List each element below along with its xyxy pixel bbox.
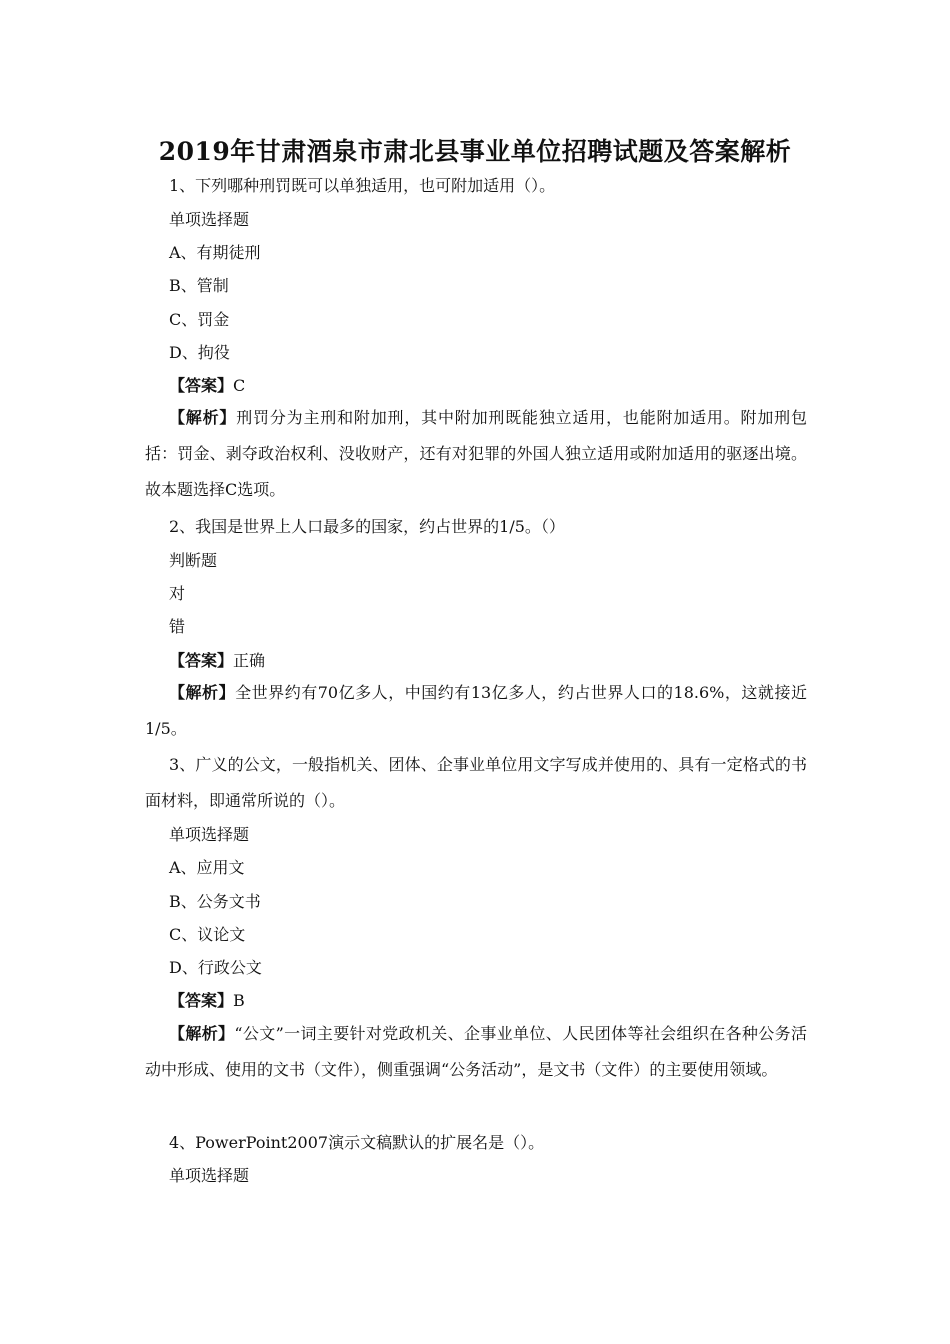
question-3-option-c: C、议论文 xyxy=(169,925,246,944)
question-3-option-b: B、公务文书 xyxy=(169,892,261,911)
question-4-type: 单项选择题 xyxy=(169,1166,250,1185)
question-3-type: 单项选择题 xyxy=(169,825,250,844)
question-3-option-d: D、行政公文 xyxy=(169,958,262,977)
question-2-text: 2、我国是世界上人口最多的国家，约占世界的1/5。（） xyxy=(169,517,565,536)
question-3-answer xyxy=(169,991,245,1011)
analysis-text: 全世界约有70亿多人，中国约有13亿多人，约占世界人口的18.6%，这就接近1/5。 xyxy=(145,683,807,738)
analysis-text: 刑罚分为主刑和附加刑，其中附加刑既能独立适用，也能附加适用。附加刑包括：罚金、剥夺政治权利、没收财产，还有对犯罪的外国人独立适用或附加适用的驱逐出境。故本题选择C选项。 xyxy=(145,408,807,499)
question-2-answer xyxy=(169,651,265,671)
answer-label: 【答案】 xyxy=(169,376,234,395)
question-1-type: 单项选择题 xyxy=(169,210,250,229)
question-1-option-c: C、罚金 xyxy=(169,310,230,329)
question-2-type: 判断题 xyxy=(169,551,218,570)
question-3-analysis xyxy=(145,1016,807,1088)
question-1-option-b: B、管制 xyxy=(169,276,229,295)
analysis-text: “公文”一词主要针对党政机关、企事业单位、人民团体等社会组织在各种公务活动中形成、使用的文书（文件），侧重强调“公务活动”，是文书（文件）的主要使用领域。 xyxy=(145,1024,807,1079)
question-1-option-d: D、拘役 xyxy=(169,343,230,362)
question-4-text: 4、PowerPoint2007演示文稿默认的扩展名是（）。 xyxy=(169,1133,545,1152)
question-3-option-a: A、应用文 xyxy=(169,858,245,877)
question-2-option-true: 对 xyxy=(169,584,186,603)
analysis-label: 【解析】 xyxy=(169,408,237,427)
question-2-analysis xyxy=(145,675,807,747)
answer-value: 正确 xyxy=(233,651,266,670)
answer-value: B xyxy=(233,991,245,1010)
question-3-text: 3、广义的公文，一般指机关、团体、企事业单位用文字写成并使用的、具有一定格式的书面材料，即通常所说的（）。 xyxy=(145,755,807,810)
question-1-analysis xyxy=(145,400,807,508)
answer-label: 【答案】 xyxy=(169,651,234,670)
answer-label: 【答案】 xyxy=(169,991,234,1010)
analysis-label: 【解析】 xyxy=(169,1024,235,1043)
question-1-answer xyxy=(169,376,245,396)
question-1-text: 1、下列哪种刑罚既可以单独适用，也可附加适用（）。 xyxy=(169,176,556,195)
question-2-option-false: 错 xyxy=(169,617,186,636)
question-1-option-a: A、有期徒刑 xyxy=(169,243,261,262)
answer-value: C xyxy=(233,376,246,395)
analysis-label: 【解析】 xyxy=(169,683,236,702)
document-title: 2019年甘肃酒泉市肃北县事业单位招聘试题及答案解析 xyxy=(158,137,792,166)
